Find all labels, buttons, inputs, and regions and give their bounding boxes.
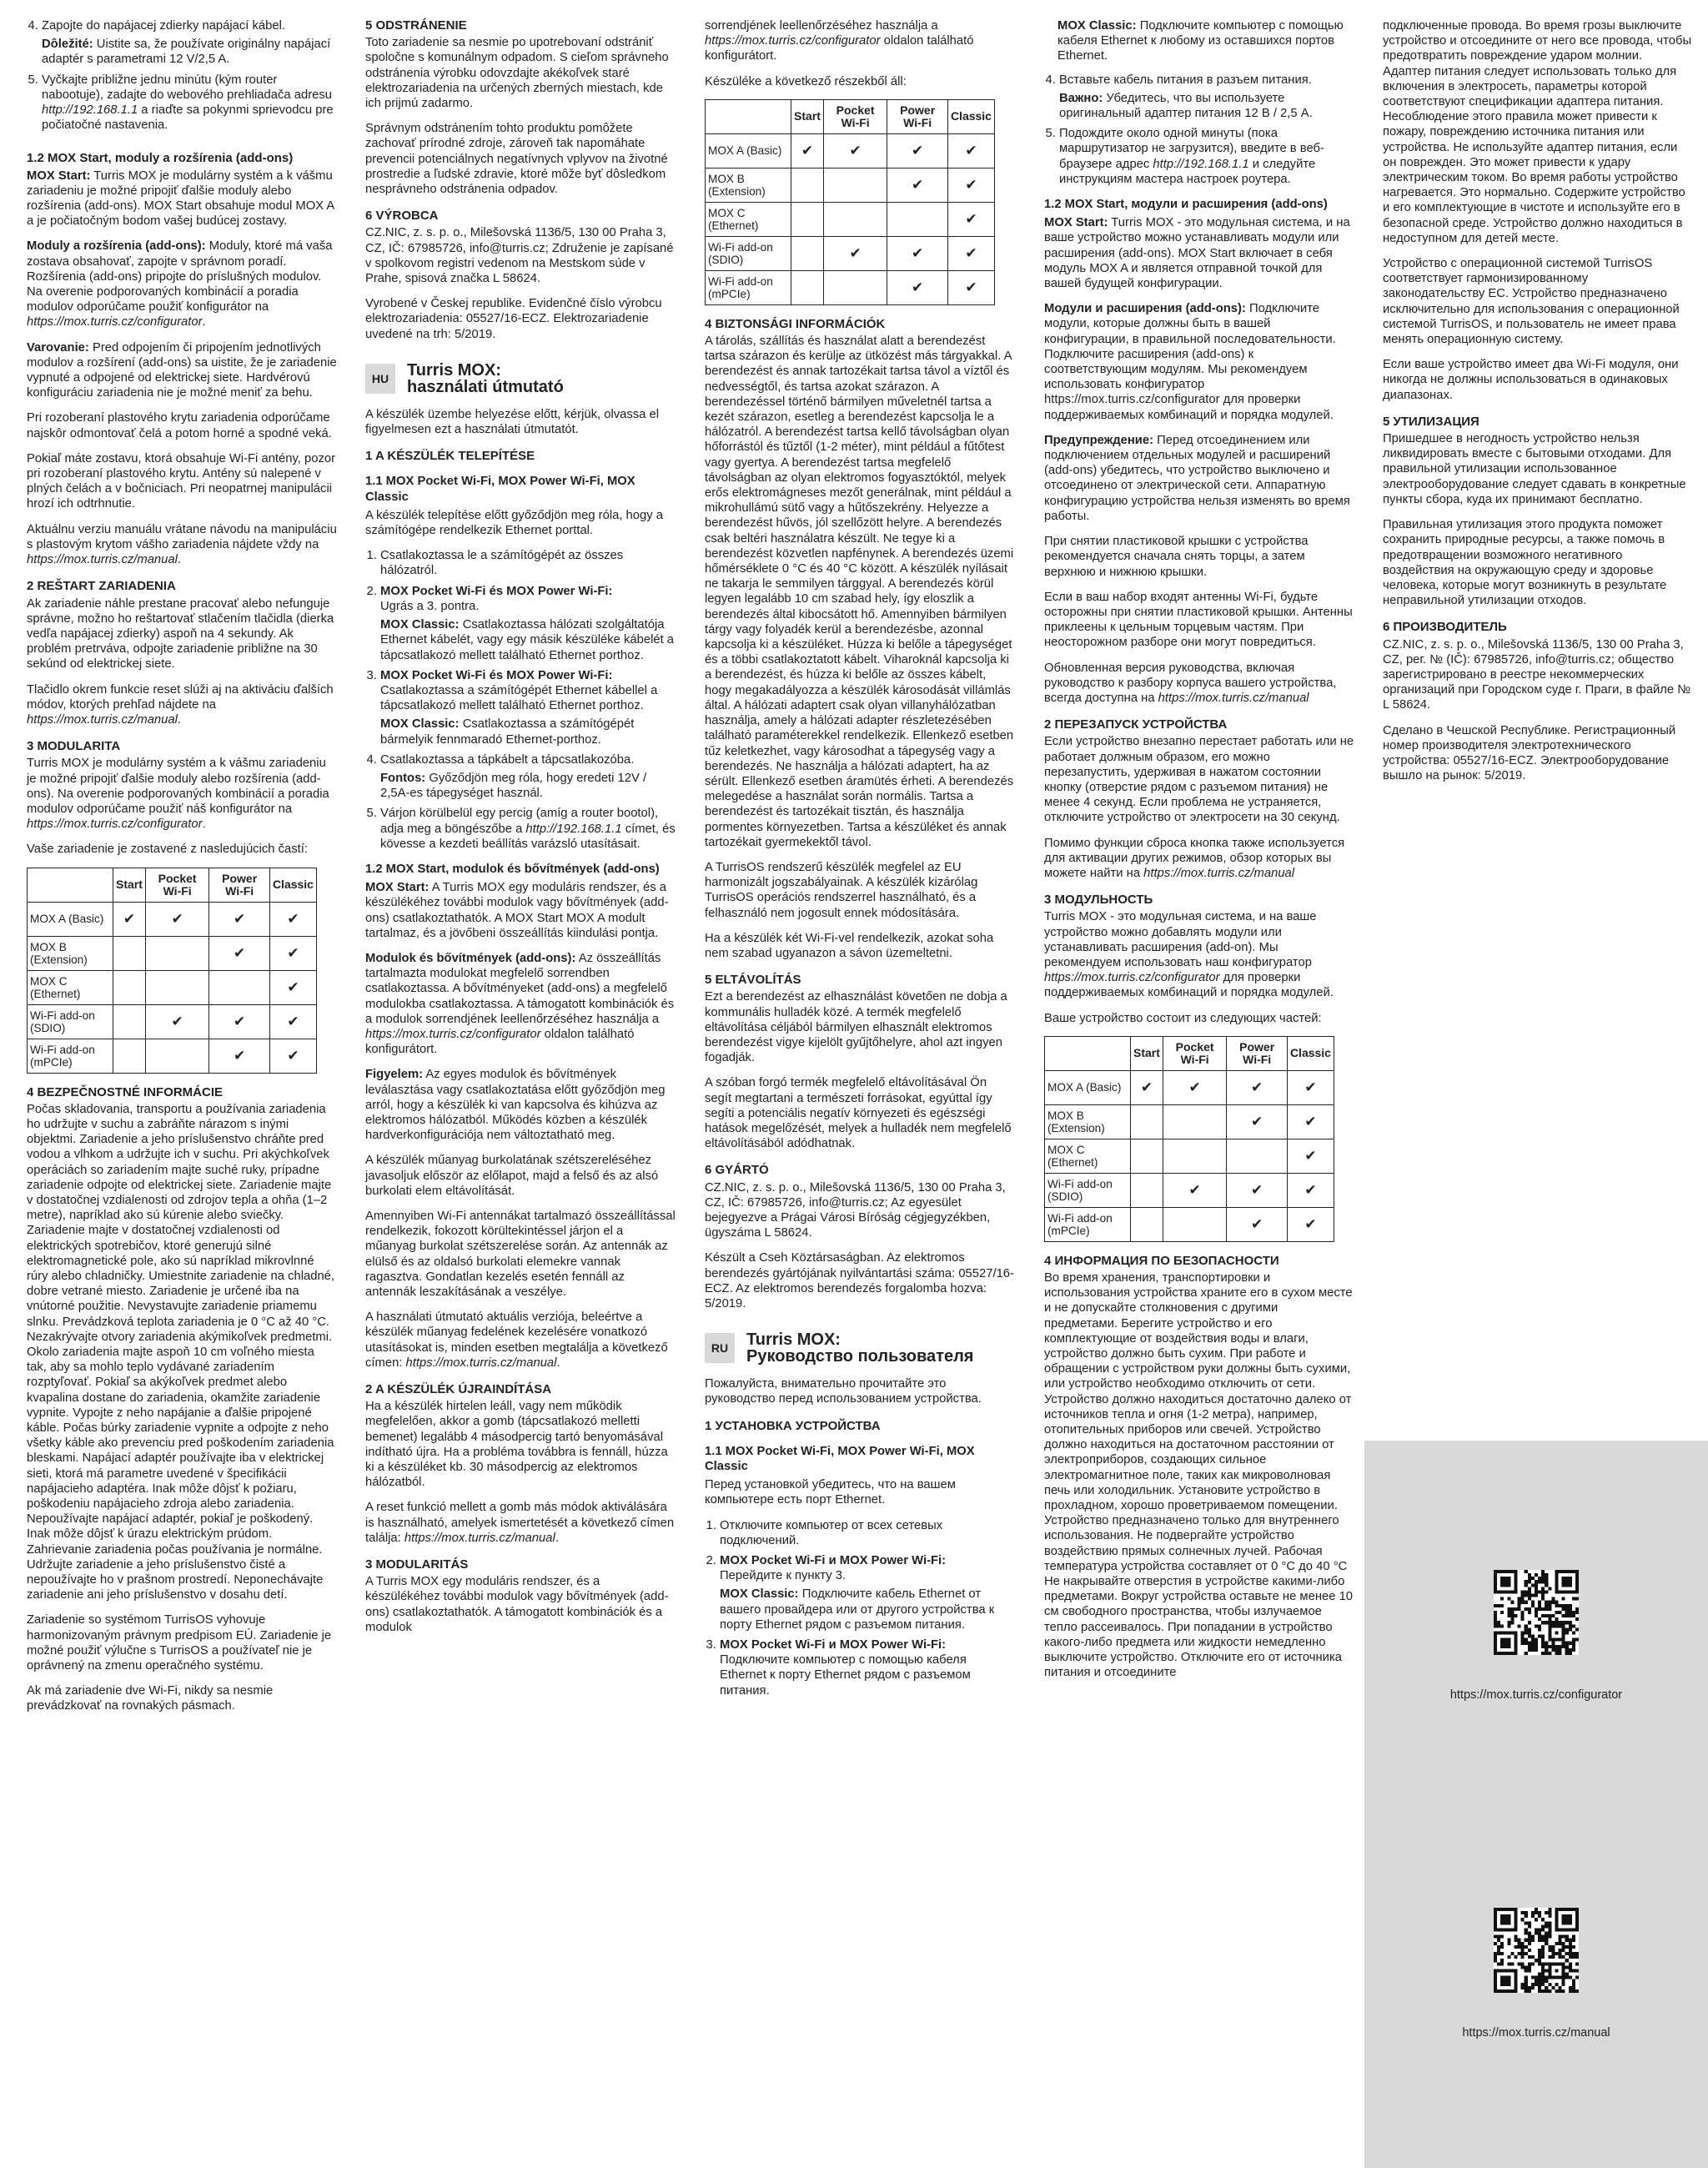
sk-heading-1-2: 1.2 MOX Start, moduly a rozšírenia (add-ons)	[27, 151, 294, 166]
table-header-start: Start	[113, 868, 146, 902]
empty-cell	[791, 236, 824, 270]
sk-paragraph: Varovanie: Pred odpojením či pripojením jednotlivých modulov a rozšírení (add-ons) sa uistite, že je zariadenie vypnuté a odpojené od elektrickej siete. Hardvérovú konfiguráciu zariadenia nie je možné meniť za behu.	[27, 340, 337, 400]
ru-paragraph: MOX Start: Turris MOX - это модульная система, и на ваше устройство можно устанавливать модули или расширения (add-ons). MOX Start включает в себя модуль MOX A и является отправной точкой для вашей будущей конфигурации.	[1044, 216, 1350, 291]
hu-paragraph: A TurrisOS rendszerű készülék megfelel az EU harmonizált jogszabályainak. A készülék kizárólag TurrisOS operációs rendszerrel használható, és a felhasználó nem jogosult ennek módosítására.	[705, 860, 978, 920]
module-table	[1044, 1036, 1334, 1242]
sk-paragraph: Pokiaľ máte zostavu, ktorá obsahuje Wi-Fi antény, pozor pri rozoberaní plastového krytu. Antény sú nalepené v plných čelách a v bočniciach. Pri neopatrnej manipulácii hrozí ich odtrhnutie.	[27, 451, 336, 511]
hu-paragraph: CZ.NIC, z. s. p. o., Milešovská 1136/5, 130 00 Praha 3, CZ, IČ: 67985726, info@turris.cz; Az egyesület bejegyezve a Prágai Városi Bíróság cégjegyzékben, ügyszáma L 58624.	[705, 1180, 1006, 1240]
ru-heading-1-2: 1.2 MOX Start, модули и расширения (add-ons)	[1044, 198, 1328, 212]
check-icon: ✔	[1287, 1173, 1334, 1207]
table-row-label: MOX C (Ethernet)	[706, 202, 791, 236]
sk-paragraph: Moduly a rozšírenia (add-ons): Moduly, ktoré má vaša zostava obsahovať, zapojte v správnom poradí. Rozšírenia (add-ons) pripojte do príslušných modulov. Na overenie podporovaných kombinácií a poradia modulov odporúčame použiť konfigurátor na https://mox.turris.cz/configurator.	[27, 239, 333, 329]
hu-heading-1-1: 1.1 MOX Pocket Wi-Fi, MOX Power Wi-Fi, MOX Classic	[365, 475, 635, 504]
ru-paragraph: Пришедшее в негодность устройство нельзя ликвидировать вместе с бытовыми отходами. Для правильной утилизации использованное электрооборудование следует сдавать в конкретные пункты сбора, куда их принимают бесплатно.	[1383, 432, 1686, 506]
empty-cell	[113, 1004, 146, 1039]
table-row	[28, 1004, 317, 1039]
ru-heading-2: 2 ПЕРЕЗАПУСК УСТРОЙСТВА	[1044, 717, 1228, 732]
hu-paragraph: Ha a készülék két Wi-Fi-vel rendelkezik, azokat soha nem szabad ugyanazon a sávon üzemeltetni.	[705, 931, 994, 960]
hu-heading-1-2: 1.2 MOX Start, modulok és bővítmények (add-ons)	[365, 862, 660, 876]
empty-cell	[145, 1039, 208, 1073]
sk-paragraph: MOX Start: Turris MOX je modulárny systém a k vášmu zariadeniu je možné pripojiť ďalšie moduly alebo rozšírenia (add-ons). MOX Start obsahuje modul MOX A a je počiatočným bodom vašej budúcej zostavy.	[27, 169, 334, 229]
check-icon: ✔	[1227, 1173, 1288, 1207]
table-row	[1045, 1173, 1334, 1207]
manual-link[interactable]: https://mox.turris.cz/manual	[27, 712, 178, 727]
hu-step-1: 1. Csatlakoztassa le a számítógépét az összes hálózatról.	[380, 548, 676, 578]
ru-language-badge: RU	[705, 1333, 735, 1363]
table-row	[706, 202, 995, 236]
table-header-start: Start	[791, 99, 824, 133]
sk-heading-6: 6 VÝROBCA	[365, 209, 439, 224]
check-icon: ✔	[947, 270, 994, 304]
table-row	[706, 270, 995, 304]
table-row-label: MOX B (Extension)	[28, 936, 113, 970]
ru-paragraph: подключенные провода. Во время грозы выключите устройство и отсоедините от него все провода, чтобы предотвратить повреждение ударом молнии. Адаптер питания следует использовать только для включения в электросеть, параметры которой соответствуют спецификации адаптера питания. Несоблюдение этого правила может привести к пожару, повреждению источника питания или устройства. Не используйте адаптер питания, если он поврежден. Это может привести к удару электрическим током. Во время работы устройство нагревается. Это нормально. Содержите устройство и его комплектующие в чистоте и используйте его в безопасной среде. Устройство должно находиться в недоступном для детей месте.	[1383, 19, 1692, 245]
ru-step-1: 1. Отключите компьютер от всех сетевых подключений.	[720, 1518, 1015, 1548]
ru-paragraph: При снятии пластиковой крышки с устройства рекомендуется сначала снять торцы, а затем верхнюю и нижнюю крышки.	[1044, 535, 1309, 579]
sk-paragraph: Aktuálnu verziu manuálu vrátane návodu na manipuláciu s plastovým krytom vášho zariadenia nájdete vždy na https://mox.turris.cz/manual.	[27, 522, 337, 567]
configurator-link[interactable]: https://mox.turris.cz/configurator	[27, 817, 203, 832]
configurator-link[interactable]: https://mox.turris.cz/configurator	[365, 1027, 541, 1041]
sk-step-4: 4. Zapojte do napájacej zdierky napájací kábel. Dôležité: Uistite sa, že používate originálny napájací adaptér s parametrami 12 V/2,5 A.	[42, 18, 337, 68]
ru-paragraph: Сделано в Чешской Республике. Регистрационный номер производителя электротехнического устройства: 05527/16-ECZ. Электрооборудование вышло на рынок: 5/2019.	[1383, 723, 1676, 783]
ru-paragraph: Во время хранения, транспортировки и использования устройства храните его в сухом месте и не допускайте столкновения с другими предметами. Берегите устройство и его комплектующие от воздействия воды и влаги, устройство должно быть сухим. При работе и обращении с устройством руки должны быть сухими, или устройство необходимо отключить от сети. Устройство должно находиться достаточно далеко от источников тепла и огня (1-2 метра), например, отопительных приборов или свечей. Устройство должно находиться на достаточном расстоянии от электроприборов, создающих сильное электромагнитное поле, таких как микроволновая печь или холодильник. Установите устройство в прохладном, хорошо проветриваемом помещении. Устройство предназначено только для внутреннего использования. Не подвергайте устройство воздействию прямых солнечных лучей. Рабочая температура устройства составляет от 0 °C до 40 °C Не накрывайте отверстия в устройстве какими-либо предметами. Вокруг устройства оставьте не менее 10 см свободного пространства, чтобы излучаемое тепло рассеивалось. При попадании в устройство какого-либо предмета или жидкости немедленно выключите устройство. Отключите его от источника питания и отсоедините	[1044, 1270, 1354, 1680]
ru-heading-1: 1 УСТАНОВКА УСТРОЙСТВА	[705, 1418, 881, 1433]
empty-cell	[823, 168, 887, 202]
check-icon: ✔	[269, 970, 316, 1004]
sk-heading-5: 5 ODSTRÁNENIE	[365, 18, 467, 33]
manual-qr-caption: https://mox.turris.cz/manual	[1462, 2026, 1610, 2040]
empty-cell	[145, 936, 208, 970]
check-icon: ✔	[209, 1039, 270, 1073]
ru-paragraph: Модули и расширения (add-ons): Подключите модули, которые должны быть в вашей конфигурации, в правильной последовательности. Подключите расширения (add-ons) к соответствующим модулям. Мы рекомендуем использовать конфигуратор https://mox.turris.cz/configurator для проверки поддерживаемых комбинаций и порядка модулей.	[1044, 302, 1336, 422]
hu-paragraph: Figyelem: Az egyes modulok és bővítmények leválasztása vagy csatlakoztatása előtt győződjön meg arról, hogy a készülék ki van kapcsolva és kihúzva az elektromos hálózatból. Működés közben a készülék hardverkonfigurációja nem változtatható meg.	[365, 1068, 666, 1143]
table-row-label: MOX A (Basic)	[28, 902, 113, 936]
empty-cell	[1131, 1104, 1163, 1139]
check-icon: ✔	[1227, 1070, 1288, 1104]
sk-paragraph: CZ.NIC, z. s. p. o., Milešovská 1136/5, 130 00 Praha 3, CZ, IČ: 67985726, info@turris.cz; Združenie je zapísané v spolkovom registri vedenom na Mestskom súde v Prahe, spisová značka L 58624.	[365, 226, 674, 286]
table-row	[706, 133, 995, 168]
sk-paragraph: Ak má zariadenie dve Wi-Fi, nikdy sa nesmie prevádzkovať na rovnakých pásmach.	[27, 1684, 274, 1713]
sk-paragraph: Pri rozoberaní plastového krytu zariadenia odporúčame najskôr odmontovať čelá a potom horné a spodné veká.	[27, 411, 332, 440]
hu-language-badge: HU	[365, 364, 395, 394]
empty-cell	[791, 202, 824, 236]
check-icon: ✔	[209, 1004, 270, 1039]
ru-heading-6: 6 ПРОИЗВОДИТЕЛЬ	[1383, 620, 1507, 635]
check-icon: ✔	[1227, 1207, 1288, 1241]
hu-paragraph: Készült a Cseh Köztársaságban. Az elektromos berendezés gyártójának nyilvántartási száma: 05527/16-ECZ. Az elektromos berendezés forgalomba hozva: 5/2019.	[705, 1251, 1014, 1310]
sk-paragraph: Vaše zariadenie je zostavené z nasledujúcich častí:	[27, 843, 308, 857]
ru-step-5: 5. Подождите около одной минуты (пока маршрутизатор не загрузится), введите в веб-браузере адрес http://192.168.1.1 и следуйте инструкциям мастера настроек роутера.	[1059, 126, 1354, 187]
sk-paragraph: Turris MOX je modulárny systém a k vášmu zariadeniu je možné pripojiť ďalšie moduly alebo rozšírenia (add-ons). Na overenie podporovaných kombinácií a poradia modulov odporúčame použiť náš konfigurátor na https://mox.turris.cz/configurator.	[27, 757, 329, 832]
manual-link[interactable]: https://mox.turris.cz/manual	[404, 1531, 555, 1545]
column-1	[27, 18, 337, 1724]
hu-step-3: 3. MOX Pocket Wi-Fi és MOX Power Wi-Fi: Csatlakoztassa a számítógépét Ethernet kábellel a tápcsatlakozó mellett található Ethernet porthoz. MOX Classic: Csatlakoztassa a számítógépét bármelyik fennmaradó Ethernet-porthoz.	[380, 668, 676, 747]
table-corner	[28, 868, 113, 902]
ru-paragraph: Обновленная версия руководства, включая руководство к разбору корпуса вашего устройства, всегда доступна на https://mox.turris.cz/manual	[1044, 661, 1337, 705]
table-corner	[706, 99, 791, 133]
hu-step-4: 4. Csatlakoztassa a tápkábelt a tápcsatlakozóba. Fontos: Győződjön meg róla, hogy eredeti 12V / 2,5A-es tápegységet használ.	[380, 752, 676, 802]
sk-heading-2: 2 REŠTART ZARIADENIA	[27, 579, 176, 594]
table-row-label: MOX A (Basic)	[1045, 1070, 1131, 1104]
ru-paragraph: Помимо функции сброса кнопка также используется для активации других режимов, обзор которых вы можете найти на https://mox.turris.cz/manual	[1044, 836, 1345, 880]
empty-cell	[1163, 1104, 1226, 1139]
check-icon: ✔	[947, 236, 994, 270]
hu-paragraph: Ha a készülék hirtelen leáll, vagy nem működik megfelelően, akkor a gomb (tápcsatlakozó melletti bemenet) legalább 4 másodpercig tartó benyomásával indítható újra. Ha a probléma továbbra is fennáll, húzza ki a készüléket kb. 30 másodpercig az elektromos hálózatból.	[365, 1400, 668, 1490]
check-icon: ✔	[269, 902, 316, 936]
check-icon: ✔	[1287, 1139, 1334, 1173]
sk-heading-3: 3 MODULARITA	[27, 739, 121, 754]
hu-paragraph: A készülék műanyag burkolatának szétszereléséhez javasoljuk először az előlapot, majd a felső és az alsó burkolati elem eltávolítását.	[365, 1154, 659, 1198]
check-icon: ✔	[145, 902, 208, 936]
check-icon: ✔	[209, 902, 270, 936]
table-row	[1045, 1207, 1334, 1241]
ru-heading-4: 4 ИНФОРМАЦИЯ ПО БЕЗОПАСНОСТИ	[1044, 1253, 1279, 1268]
ru-step-2: 2. MOX Pocket Wi-Fi и MOX Power Wi-Fi: Перейдите к пункту 3. MOX Classic: Подключите кабель Ethernet от вашего провайдера или от другого устройства к порту Ethernet рядом с разъемом питания.	[720, 1553, 1015, 1632]
column-3	[705, 18, 1015, 1705]
empty-cell	[1131, 1207, 1163, 1241]
check-icon: ✔	[1287, 1104, 1334, 1139]
table-row-label: MOX B (Extension)	[1045, 1104, 1131, 1139]
table-row-label: Wi-Fi add-on (SDIO)	[1045, 1173, 1131, 1207]
table-header-pocket-wi-fi: Pocket Wi-Fi	[823, 99, 887, 133]
check-icon: ✔	[823, 133, 887, 168]
hu-paragraph: Modulok és bővítmények (add-ons): Az összeállítás tartalmazta modulokat megfelelő sorrendben csatlakoztassa. A bővítményeket (add-ons) a megfelelő modulokba csatlakoztassa. A támogatott kombinációk és a modulok sorrendjének leellenőrzéséhez használja a https://mox.turris.cz/configurator oldalon található konfigurátort.	[365, 951, 675, 1057]
table-row-label: Wi-Fi add-on (mPCIe)	[1045, 1207, 1131, 1241]
check-icon: ✔	[1163, 1070, 1226, 1104]
hu-section-header	[365, 362, 676, 395]
hu-paragraph: sorrendjének leellenőrzéséhez használja a https://mox.turris.cz/configurator oldalon található konfigurátort.	[705, 19, 974, 63]
ru-heading-5: 5 УТИЛИЗАЦИЯ	[1383, 414, 1479, 429]
sk-paragraph: Správnym odstránením tohto produktu pomôžete zachovať prírodné zdroje, zároveň tak napomáhate prevencii potenciálnych negatívnych vplyvov na životné prostredie a ľudské zdravie, ktoré môže byť dôsledkom nesprávneho odstránenia odpadov.	[365, 122, 668, 197]
check-icon: ✔	[1287, 1070, 1334, 1104]
check-icon: ✔	[1131, 1070, 1163, 1104]
column-2	[365, 18, 676, 1645]
table-header-pocket-wi-fi: Pocket Wi-Fi	[1163, 1036, 1226, 1070]
check-icon: ✔	[269, 1039, 316, 1073]
check-icon: ✔	[947, 168, 994, 202]
table-header-power-wi-fi: Power Wi-Fi	[887, 99, 948, 133]
empty-cell	[145, 970, 208, 1004]
hu-heading-5: 5 ELTÁVOLÍTÁS	[705, 973, 801, 988]
column-4	[1044, 18, 1354, 1690]
check-icon: ✔	[887, 168, 948, 202]
ru-heading-1-1: 1.1 MOX Pocket Wi-Fi, MOX Power Wi-Fi, MOX Classic	[705, 1444, 975, 1474]
table-header-power-wi-fi: Power Wi-Fi	[1227, 1036, 1288, 1070]
empty-cell	[1131, 1173, 1163, 1207]
empty-cell	[113, 936, 146, 970]
table-header-start: Start	[1131, 1036, 1163, 1070]
manual-link[interactable]: https://mox.turris.cz/manual	[405, 1356, 557, 1370]
hu-heading-4: 4 BIZTONSÁGI INFORMÁCIÓK	[705, 316, 886, 331]
hu-step-2: 2. MOX Pocket Wi-Fi és MOX Power Wi-Fi: Ugrás a 3. pontra. MOX Classic: Csatlakoztassa hálózati szolgáltatója Ethernet kábelét, vagy egy másik készüléke kábelét a tápcsatlakozó mellett található Ethernet porthoz.	[380, 584, 676, 663]
ru-paragraph: Если в ваш набор входят антенны Wi-Fi, будьте осторожны при снятии пластиковой крышки. Антенны приклеены к цельным торцевым частям. При неосторожном разборе они могут повредиться.	[1044, 590, 1353, 650]
sk-heading-4: 4 BEZPEČNOSTNÉ INFORMÁCIE	[27, 1084, 224, 1099]
table-row-label: MOX C (Ethernet)	[1045, 1139, 1131, 1173]
empty-cell	[113, 1039, 146, 1073]
empty-cell	[823, 270, 887, 304]
table-row	[28, 1039, 317, 1073]
check-icon: ✔	[269, 936, 316, 970]
hu-step-5: 5. Várjon körülbelül egy percig (amíg a router bootol), adja meg a böngészőbe a http://192.168.1.1 címet, és kövesse a kezdeti beállítás varázsló utasításait.	[380, 806, 676, 852]
hu-paragraph: A készülék telepítése előtt győződjön meg róla, hogy a számítógépe rendelkezik Ethernet porttal.	[365, 508, 663, 538]
check-icon: ✔	[1227, 1104, 1288, 1139]
table-row	[706, 168, 995, 202]
ru-paragraph: Ваше устройство состоит из следующих частей:	[1044, 1011, 1322, 1025]
hu-paragraph: Készüléke a következő részekből áll:	[705, 74, 907, 88]
manual-link[interactable]: https://mox.turris.cz/manual	[1143, 866, 1295, 880]
check-icon: ✔	[887, 236, 948, 270]
manual-link[interactable]: https://mox.turris.cz/manual	[27, 553, 178, 567]
check-icon: ✔	[947, 133, 994, 168]
hu-paragraph: A Turris MOX egy moduláris rendszer, és a készülékéhez további modulok vagy bővítmények (add-ons) csatlakoztathatók. A támogatott kombinációk és a modulok	[365, 1575, 669, 1634]
hu-heading-1: 1 A KÉSZÜLÉK TELEPÍTÉSE	[365, 449, 535, 464]
table-row-label: MOX C (Ethernet)	[28, 970, 113, 1004]
table-corner	[1045, 1036, 1131, 1070]
table-header-classic: Classic	[269, 868, 316, 902]
table-row-label: MOX B (Extension)	[706, 168, 791, 202]
hu-heading-2: 2 A KÉSZÜLÉK ÚJRAINDÍTÁSA	[365, 1382, 552, 1397]
table-row-label: Wi-Fi add-on (mPCIe)	[706, 270, 791, 304]
ru-paragraph: CZ.NIC, z. s. p. o., Milešovská 1136/5, 130 00 Praha 3, CZ, рег. № (IČ): 67985726, info@turris.cz; общество зарегистрировано в реестре некоммерческих организаций при Городском суде г. Праги, в файле № L 58624.	[1383, 637, 1691, 712]
table-row-label: Wi-Fi add-on (SDIO)	[706, 236, 791, 270]
hu-paragraph: MOX Start: A Turris MOX egy moduláris rendszer, és a készülékéhez további modulok vagy bővítmények (add-ons) csatlakoztathatók. A MOX Start MOX A modult tartalmaz, és a jövőbeni összeállítás kiindulási pontja.	[365, 881, 669, 940]
ru-paragraph: Turris MOX - это модульная система, и на ваше устройство можно добавлять модули или устанавливать расширения (add-on). Мы рекомендуем использовать наш конфигуратор https://mox.turris.cz/configurator для проверки поддерживаемых комбинаций и порядка модулей.	[1044, 910, 1334, 1000]
module-table	[27, 868, 317, 1074]
configurator-link[interactable]: https://mox.turris.cz/configurator	[705, 34, 881, 48]
check-icon: ✔	[823, 236, 887, 270]
empty-cell	[209, 970, 270, 1004]
ru-paragraph: Пожалуйста, внимательно прочитайте это руководство перед использованием устройства.	[705, 1377, 982, 1406]
sk-paragraph: Ak zariadenie náhle prestane pracovať alebo nefunguje správne, možno ho reštartovať stlačením tlačidla (dierka vedľa napájacej zdierky) aspoň na 4 sekundy. Ak problém pretrváva, odpojte zariadenie približne na 30 sekúnd od elektrickej siete.	[27, 596, 334, 672]
sk-paragraph: Zariadenie so systémom TurrisOS vyhovuje harmonizovaným právnym predpisom EÚ. Zariadenie je možné použiť výlučne s TurrisOS a používateľ nie je oprávnený na zmenu operačného systému.	[27, 1613, 332, 1673]
ru-step-4: 4. Вставьте кабель питания в разъем питания. Важно: Убедитесь, что вы используете оригинальный адаптер питания 12 В / 2,5 А.	[1059, 73, 1354, 122]
empty-cell	[1163, 1139, 1226, 1173]
sk-paragraph: Počas skladovania, transportu a používania zariadenia ho udržujte v suchu a zabráňte nárazom s inými objektmi. Zariadenie a jeho príslušenstvo chráňte pred vodou a vlhkom a udržujte ich v suchu. Pri akýchkoľvek operáciách so zariadením majte suché ruky, prípadne zariadenie odpojte od elektrickej siete. Zariadenie majte v dostatočnej vzdialenosti od zdrojov tepla a ohňa (1–2 metre), napríklad ako sú kúrenie alebo sviečky. Zariadenie majte v dostatočnej vzdialenosti od elektrických spotrebičov, ktoré generujú silné elektromagnetické pole, ako sú napríklad mikrovlnné rúry alebo chladničky. Umiestnite zariadenie na chladné, dobre vetrané miesto. Zariadenie je určené iba na vnútorné použitie. Nevystavujte zariadenie priamemu slnku. Prevádzková teplota zariadenia je 0 °C až 40 °C. Nezakrývajte otvory zariadenia akýmikoľvek predmetmi. Okolo zariadenia majte aspoň 10 cm voľného miesta tak, aby sa mohlo teplo vydávané zariadením rozptyľovať. Pokiaľ sa akýkoľvek predmet alebo kvapalina dostane do zariadenia, okamžite zariadenie vypnite. Vypojte z neho napájanie a ďalšie pripojené káble. Počas búrky zariadenie vypnite a odpojte z neho všetky káble ako prevenciu pred poškodením zariadenia bleskami. Napájací adaptér používajte iba v elektrickej sieti, ktorá má parametre uvedené v špecifikácii napájacieho adaptéra. Inak môže dôjsť k požiaru, poškodeniu napájacieho zdroja alebo zariadenia. Nepoužívajte napájací adaptér, pokiaľ je poškodený. Inak môže dôjsť k úrazu elektrickým prúdom. Zahrievanie zariadenia počas používania je normálne. Udržujte zariadenie a jeho príslušenstvo čisté a nepoužívajte ho v prašnom prostredí. Neponechávajte zariadenie ani jeho príslušenstvo v dosahu detí.	[27, 1102, 335, 1602]
table-row	[28, 970, 317, 1004]
module-table	[705, 99, 995, 305]
table-row	[706, 236, 995, 270]
table-row-label: MOX A (Basic)	[706, 133, 791, 168]
qr-panel	[1364, 1441, 1708, 2168]
configurator-link[interactable]: https://mox.turris.cz/configurator	[1044, 971, 1220, 985]
table-row	[28, 936, 317, 970]
check-icon: ✔	[269, 1004, 316, 1039]
empty-cell	[1227, 1139, 1288, 1173]
table-header-power-wi-fi: Power Wi-Fi	[209, 868, 270, 902]
hu-heading-3: 3 MODULARITÁS	[365, 1557, 469, 1572]
hu-heading-6: 6 GYÁRTÓ	[705, 1163, 769, 1178]
check-icon: ✔	[209, 936, 270, 970]
ru-paragraph: Если ваше устройство имеет два Wi-Fi модуля, они никогда не должны использоваться в одинаковых диапазонах.	[1383, 358, 1679, 402]
configurator-qr-caption: https://mox.turris.cz/configurator	[1449, 1688, 1623, 1702]
empty-cell	[791, 270, 824, 304]
table-row	[1045, 1104, 1334, 1139]
empty-cell	[1131, 1139, 1163, 1173]
ru-paragraph: Если устройство внезапно перестает работать или не работает должным образом, его можно перезапустить, удерживая в нажатом состоянии кнопку (отверстие рядом с разъемом питания) не менее 4 секунд. Если проблема не устраняется, отключите устройство от электросети на 30 секунд.	[1044, 735, 1354, 825]
check-icon: ✔	[113, 902, 146, 936]
column-5	[1383, 18, 1693, 793]
empty-cell	[791, 168, 824, 202]
check-icon: ✔	[887, 270, 948, 304]
hu-paragraph: Amennyiben Wi-Fi antennákat tartalmazó összeállítással rendelkezik, fokozott körültekintéssel járjon el a műanyag burkolat szétszerelése során. Az antennák az elülső és az oldalsó burkolati elemekre vannak ragasztva. Gondatlan kezelés esetén fennáll az antennák leszakításának a veszélye.	[365, 1210, 676, 1300]
check-icon: ✔	[887, 133, 948, 168]
empty-cell	[1163, 1207, 1226, 1241]
hu-paragraph: A készülék üzembe helyezése előtt, kérjük, olvassa el figyelmesen ezt a használati útmutatót.	[365, 407, 660, 437]
manual-link[interactable]: https://mox.turris.cz/manual	[1158, 691, 1309, 705]
check-icon: ✔	[145, 1004, 208, 1039]
sk-paragraph: Toto zariadenie sa nesmie po upotrebovaní odstrániť spoločne s komunálnym odpadom. S cieľom správneho odstránenia výrobku odovzdajte akékoľvek staré elektrozariadenia na určených zberných miestach, kde ich prijmú zadarmo.	[365, 36, 669, 111]
table-row	[1045, 1070, 1334, 1104]
ru-paragraph: Правильная утилизация этого продукта поможет сохранить природные ресурсы, а также помочь в предотвращении возможного негативного воздействия на окружающую среду и здоровье человека, которые могут возникнуть в результате неправильной утилизации отходов.	[1383, 518, 1667, 608]
table-row	[1045, 1139, 1334, 1173]
hu-paragraph: A reset funkció mellett a gomb más módok aktiválására is használható, amelyek ismertetését a következő címen találja: https://mox.turris.cz/manual.	[365, 1501, 675, 1545]
empty-cell	[887, 202, 948, 236]
manual-qr-code[interactable]	[1494, 1908, 1579, 1993]
table-row	[28, 902, 317, 936]
check-icon: ✔	[1163, 1173, 1226, 1207]
table-header-pocket-wi-fi: Pocket Wi-Fi	[145, 868, 208, 902]
ru-title: Turris MOX: Руководство пользователя	[746, 1330, 974, 1366]
hu-title: Turris MOX: használati útmutató	[407, 360, 564, 396]
check-icon: ✔	[947, 202, 994, 236]
ru-paragraph: Предупреждение: Перед отсоединением или подключением отдельных модулей и расширений (add-ons) убедитесь, что устройство выключено и отсоединено от электрической сети. Аппаратную конфигурацию устройства нельзя изменять во время работы.	[1044, 433, 1350, 523]
hu-paragraph: Ezt a berendezést az elhasználást követően ne dobja a kommunális hulladék közé. A termék megfelelő eltávolítása céljából bármilyen elhasznált elektromos berendezést vigye kijelölt gyűjtőhelyre, ahol azt ingyen fogadják.	[705, 990, 1007, 1065]
ru-section-header	[705, 1331, 1015, 1365]
table-header-classic: Classic	[1287, 1036, 1334, 1070]
ru-paragraph: Устройство с операционной системой TurrisOS соответствует гармонизированному законодательству ЕС. Устройство предназначено исключительно для использования с операционной системой TurrisOS, и пользователь не имеет права менять операционную систему.	[1383, 257, 1680, 347]
check-icon: ✔	[791, 133, 824, 168]
sk-paragraph: Tlačidlo okrem funkcie reset slúži aj na aktiváciu ďalších módov, ktorých prehľad nájdete na https://mox.turris.cz/manual.	[27, 682, 334, 727]
table-row-label: Wi-Fi add-on (mPCIe)	[28, 1039, 113, 1073]
ru-paragraph: Перед установкой убедитесь, что на вашем компьютере есть порт Ethernet.	[705, 1478, 956, 1507]
configurator-qr-code[interactable]	[1494, 1570, 1579, 1655]
table-header-classic: Classic	[947, 99, 994, 133]
ru-heading-3: 3 МОДУЛЬНОСТЬ	[1044, 893, 1153, 908]
table-row-label: Wi-Fi add-on (SDIO)	[28, 1004, 113, 1039]
ru-step-3-classic: MOX Classic: Подключите компьютер с помощью кабеля Ethernet к любому из оставшихся портов Ethernet.	[1057, 19, 1344, 63]
hu-paragraph: A használati útmutató aktuális verziója, beleértve a készülék műanyag fedelének kezelésére vonatkozó utasításokat is, minden esetben megtalálja a következő címen: https://mox.turris.cz/manual.	[365, 1310, 668, 1370]
sk-step-5: 5. Vyčkajte približne jednu minútu (kým router nabootuje), zadajte do webového prehliadača adresu http://192.168.1.1 a riaďte sa pokynmi sprievodcu pre počiatočné nastavenia.	[42, 73, 337, 133]
check-icon: ✔	[1287, 1207, 1334, 1241]
empty-cell	[113, 970, 146, 1004]
sk-paragraph: Vyrobené v Českej republike. Evidenčné číslo výrobcu elektrozariadenia: 05527/16-ECZ. Elektrozariadenie uvedené na trh: 5/2019.	[365, 297, 662, 341]
hu-paragraph: A tárolás, szállítás és használat alatt a berendezést tartsa szárazon és kerülje az ütközést más tárgyakkal. A berendezést és annak tartozékait tartsa távol a víztől és nedvességtől, és tartsa azokat szárazon. A berendezéssel történő bármilyen műveletnél tartsa a kezét szárazon, esetleg a berendezést kapcsolja le a hálózatról. A berendezést tartsa kellő távolságban olyan hőforrástól és tűztől (1-2 méter), mint például a fűtőtest vagy gyertya. A berendezést tartsa megfelelő távolságban az olyan elektromos fogyasztóktól, melyek erős elektromágneses mezőt generálnak, mint például a mikrohullámú sütő vagy a hűtőszekrény. Helyezze a berendezést hűvös, jól szellőzött helyre. A berendezés csak beltéri használatra készült. Ne tegye ki a berendezést közvetlen napfénynek. A berendezés üzemi hőmérséklete 0 °C és 40 °C között. A készülék nyílásait ne takarja le semmilyen tárggyal. A berendezés körül legyen legalább 10 cm szabad hely, így eloszlik a berendezés által kibocsátott hő. Amennyiben bármilyen tárgy vagy folyadék kerül a berendezésbe, azonnal kapcsolja ki a készüléket. Húzza ki belőle a tápegységet és a többi csatlakoztatott kábelt. Viharoknál kapcsolja ki a berendezést, és húzza ki belőle az összes kábelt, hogy megakadályozza a készülék károsodását villámlás által. A hálózati adaptert csak olyan villanyhálózatban használja, amely a hálózati adapter részletezésében található paraméterekkel rendelkezik. Ellenkező esetben tűz keletkezhet, vagy károsodhat a tápegység vagy a berendezés. Ne használja a hálózati adaptert, ha az sérült. Ellenkező esetben áramütés érheti. A berendezés melegedése a használat során normális. Tartsa a berendezést és tartozékait tisztán, és használja pormentes környezetben. Tartsa a készüléket és annak tartozékait gyermekektől távol.	[705, 335, 1014, 849]
hu-paragraph: A szóban forgó termék megfelelő eltávolításával Ön segít megtartani a természeti forrásokat, egyúttal így segíti a potenciális negatív környezeti és egészségi hatások megelőzését, melyek a hulladék nem megfelelő eltávolításából adódhatnak.	[705, 1076, 1012, 1151]
empty-cell	[823, 202, 887, 236]
ru-step-3: 3. MOX Pocket Wi-Fi и MOX Power Wi-Fi: Подключите компьютер с помощью кабеля Ethernet к порту Ethernet рядом с разъемом питания.	[720, 1637, 1015, 1698]
configurator-link[interactable]: https://mox.turris.cz/configurator	[27, 315, 203, 329]
